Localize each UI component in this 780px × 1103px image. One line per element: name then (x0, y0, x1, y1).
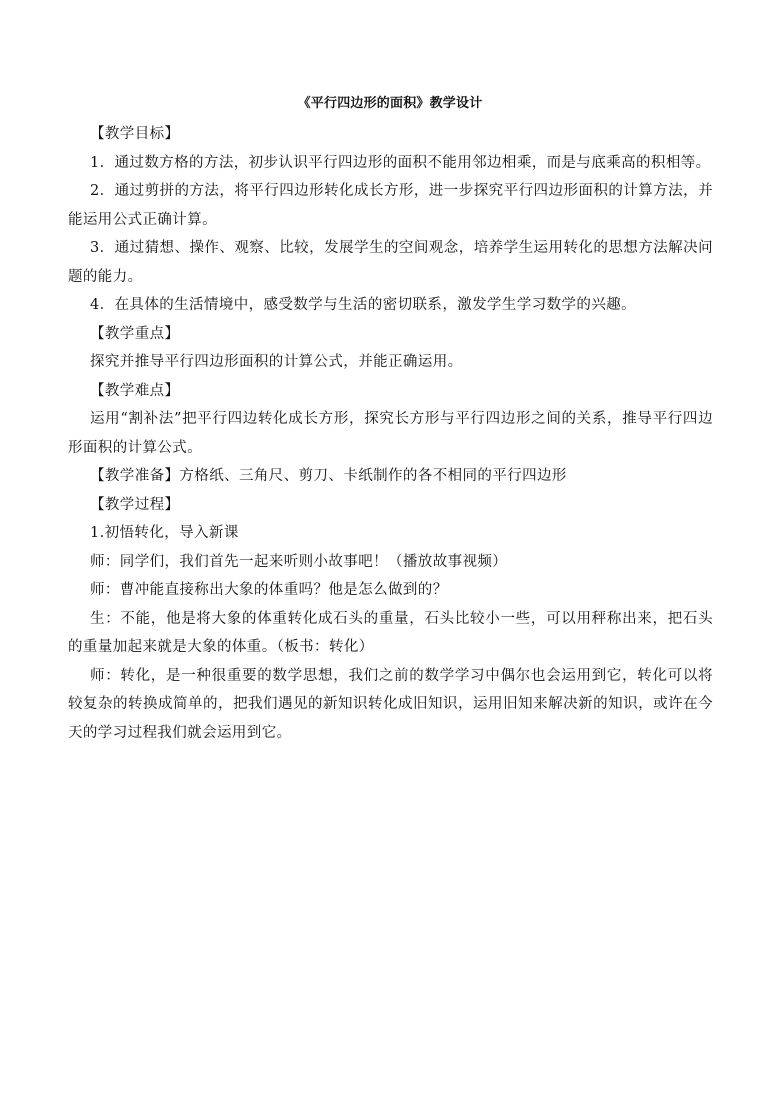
process-line-2: 师：曹冲能直接称出大象的体重吗？他是怎么做到的？ (90, 582, 448, 598)
document-title: 《平行四边形的面积》教学设计 (297, 96, 483, 111)
process-line-4: 师：转化，是一种很重要的数学思想，我们之前的数学学习中偶尔也会运用到它，转化可以将较复杂的转换成简单的，把我们遇见的新知识转化成旧知识，运用旧知来解决新的知识，或许在今天的学习过程我们就会运用到它。 (68, 667, 713, 741)
process-heading: 【教学过程】 (90, 496, 180, 513)
document-body (68, 120, 713, 747)
process-step-title: 1.初悟转化，导入新课 (90, 525, 239, 541)
process-line-1: 师：同学们，我们首先一起来听则小故事吧！（播放故事视频） (90, 553, 508, 570)
goals-heading: 【教学目标】 (90, 126, 180, 142)
difficulty-text: 运用“割补法”把平行四边转化成长方形，探究长方形与平行四边形之间的关系，推导平行四边形面积的计算公式。 (68, 411, 713, 456)
goal-item-2: 2．通过剪拼的方法，将平行四边形转化成长方形，进一步探究平行四边形面积的计算方法，并能运用公式正确计算。 (68, 183, 713, 228)
process-line-3: 生：不能，他是将大象的体重转化成石头的重量，石头比较小一些，可以用秤称出来，把石头的重量加起来就是大象的体重。（板书：转化） (68, 610, 713, 655)
goal-item-4: 4．在具体的生活情境中，感受数学与生活的密切联系，激发学生学习数学的兴趣。 (90, 297, 637, 313)
key-heading: 【教学重点】 (90, 325, 180, 342)
difficulty-heading: 【教学难点】 (90, 382, 180, 399)
key-text: 探究并推导平行四边形面积的计算公式，并能正确运用。 (90, 354, 463, 370)
goal-item-1: 1．通过数方格的方法，初步认识平行四边形的面积不能用邻边相乘，而是与底乘高的积相等。 (90, 154, 711, 171)
goal-item-3: 3．通过猜想、操作、观察、比较，发展学生的空间观念，培养学生运用转化的思想方法解决问题的能力。 (68, 240, 713, 285)
preparation-line: 【教学准备】方格纸、三角尺、剪刀、卡纸制作的各不相同的平行四边形 (90, 468, 567, 484)
